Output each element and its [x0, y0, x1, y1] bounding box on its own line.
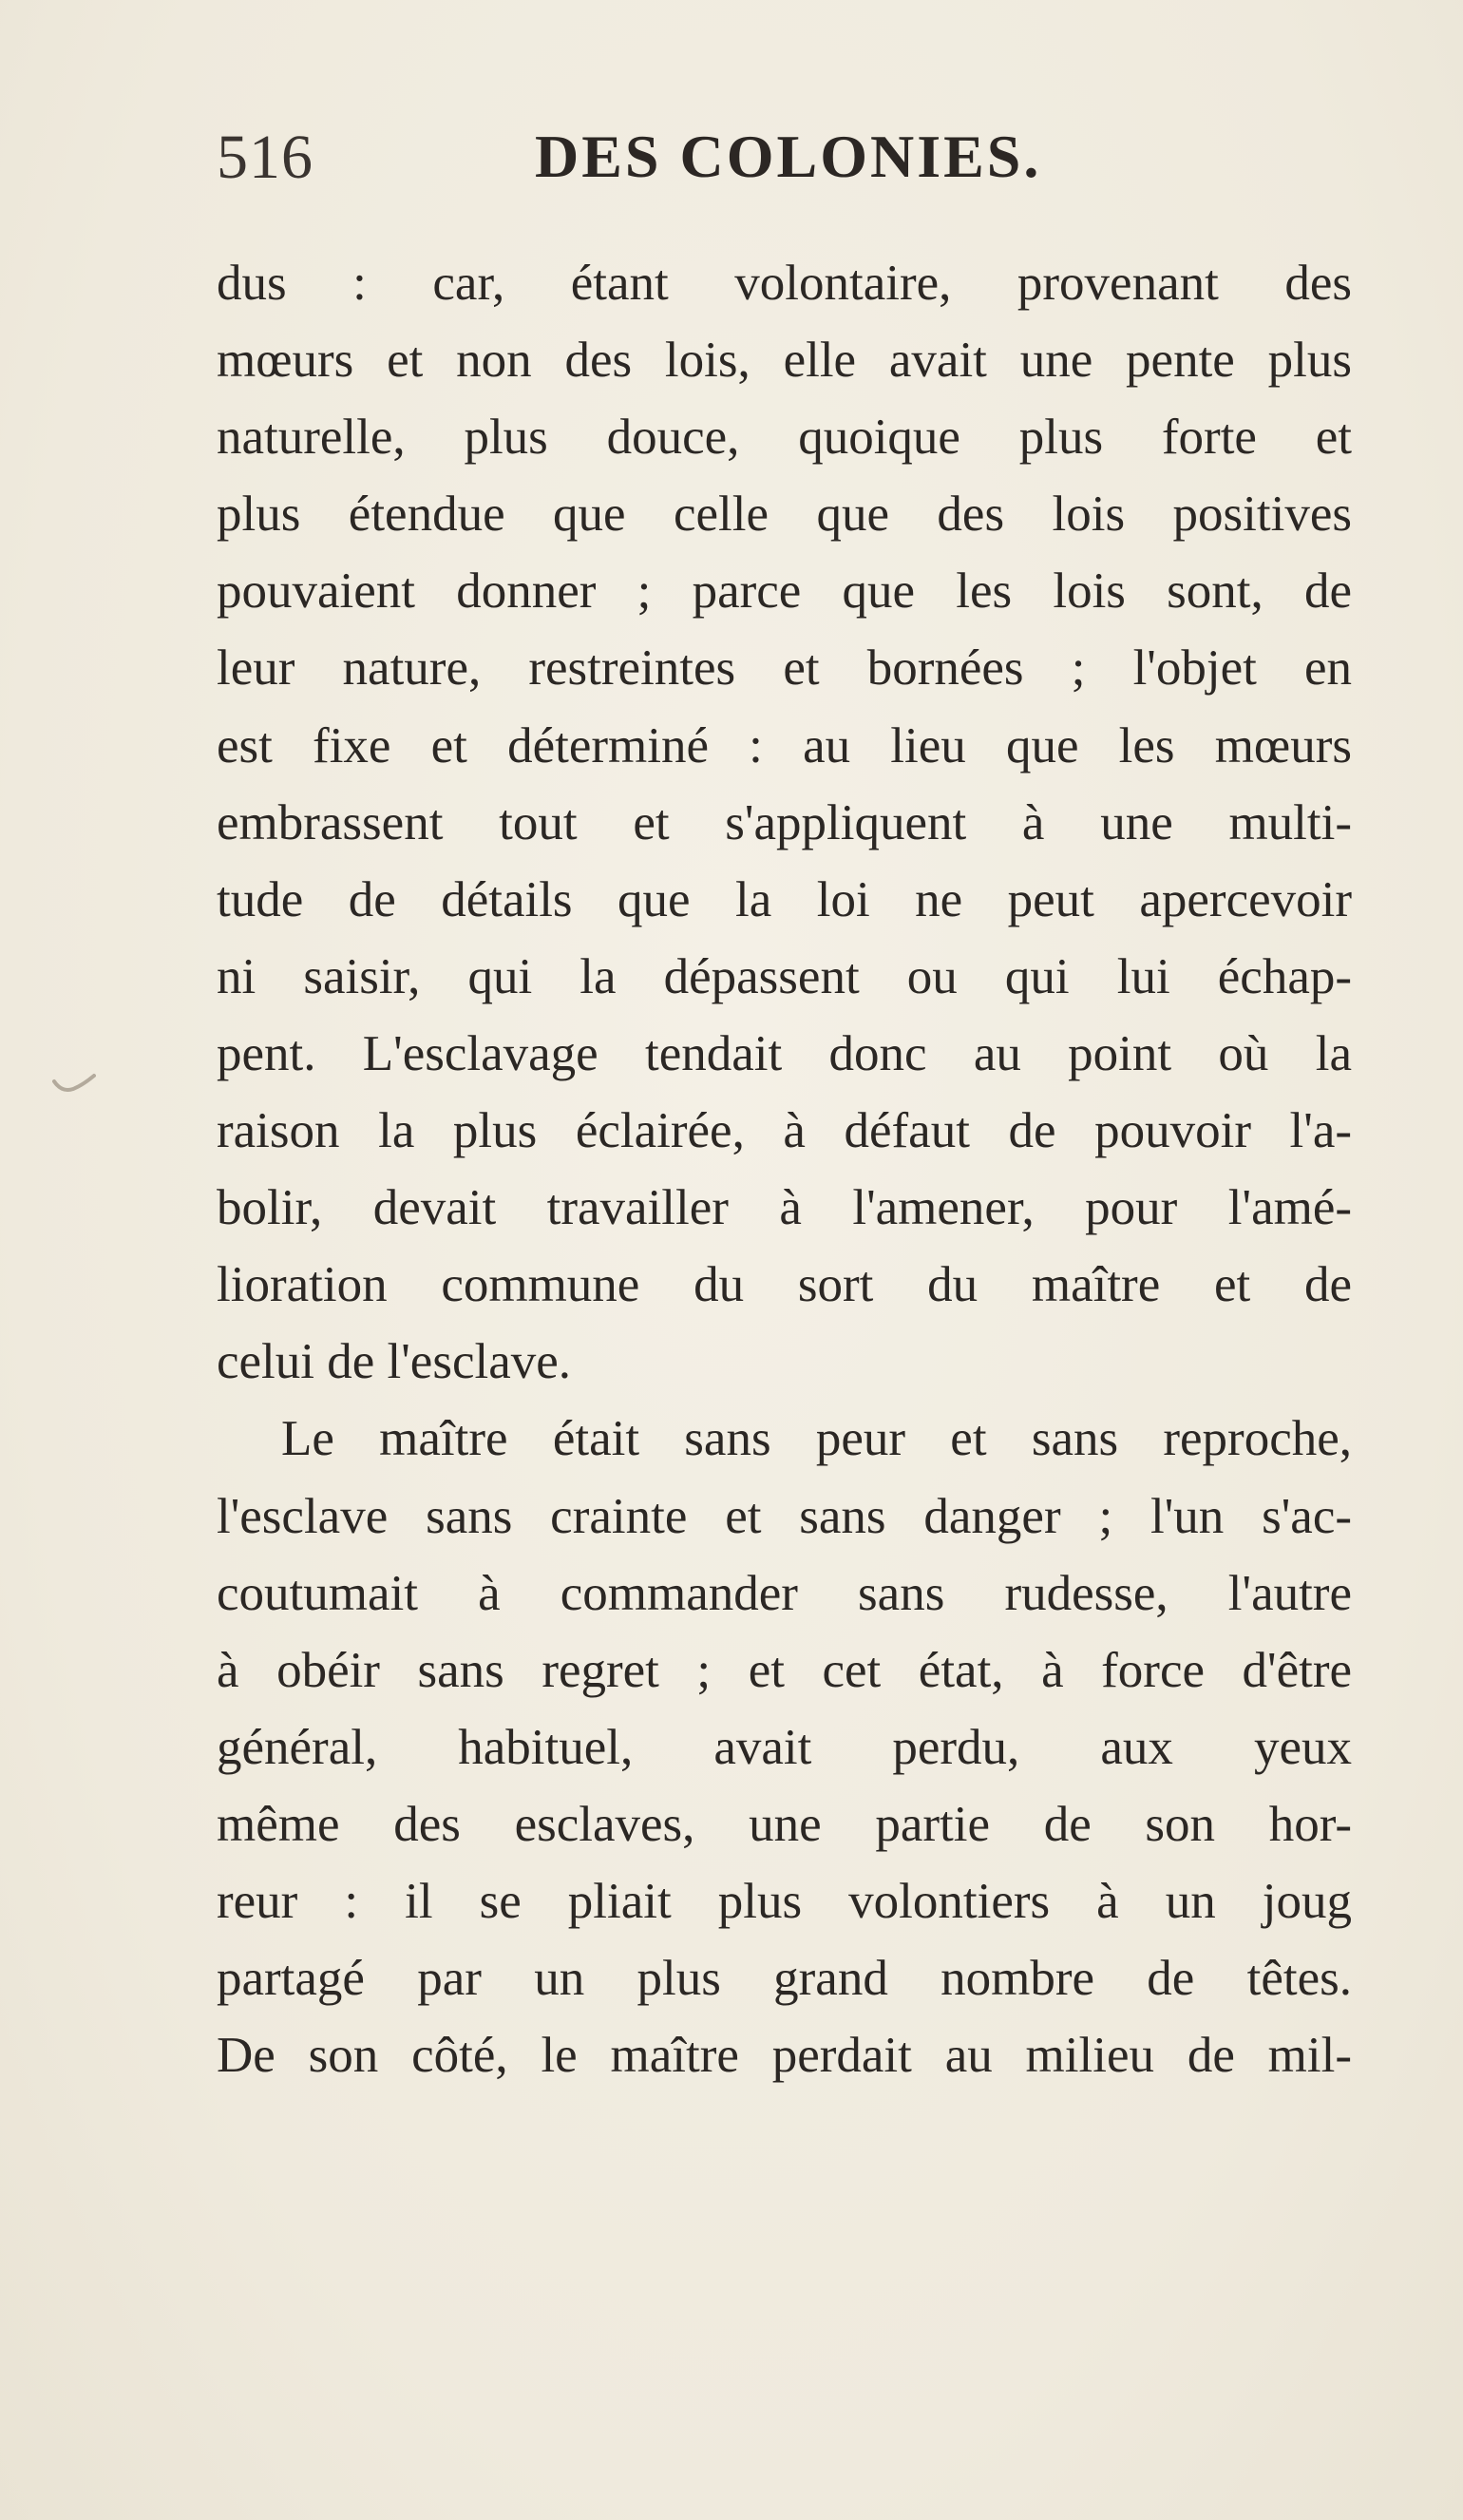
text-line: coutumait à commander sans rudesse, l'autre: [217, 1565, 1352, 1621]
running-head: DES COLONIES.: [535, 123, 1042, 190]
text-line: l'esclave sans crainte et sans danger ; l'un s'ac-: [217, 1488, 1352, 1544]
text-line: naturelle, plus douce, quoique plus forte et: [217, 410, 1352, 466]
text-line: général, habituel, avait perdu, aux yeux: [217, 1719, 1352, 1775]
text-line: raison la plus éclairée, à défaut de pouvoir l'a-: [217, 1103, 1352, 1159]
text-line: pent. L'esclavage tendait donc au point où la: [217, 1025, 1352, 1081]
text-line: De son côté, le maître perdait au milieu de mil-: [217, 2028, 1352, 2084]
text-line: leur nature, restreintes et bornées ; l'objet en: [217, 640, 1352, 697]
text-line: embrassent tout et s'appliquent à une multi-: [217, 794, 1352, 850]
text-line: est fixe et déterminé : au lieu que les mœurs: [217, 717, 1352, 773]
page-header: [217, 122, 1309, 198]
text-line: même des esclaves, une partie de son hor-: [217, 1796, 1352, 1852]
text-line: pouvaient donner ; parce que les lois sont, de: [217, 563, 1352, 620]
text-line: dus : car, étant volontaire, provenant des: [217, 256, 1352, 311]
text-line: reur : il se pliait plus volontiers à un joug: [217, 1873, 1352, 1929]
text-line: partagé par un plus grand nombre de têtes.: [217, 1951, 1352, 2007]
text-line: lioration commune du sort du maître et de: [217, 1257, 1352, 1313]
text-line: plus étendue que celle que des lois positives: [217, 487, 1352, 543]
text-line: tude de détails que la loi ne peut apercevoir: [217, 871, 1352, 927]
body-text: [217, 245, 1352, 2094]
margin-ink-mark: [52, 1072, 96, 1097]
text-line: bolir, devait travailler à l'amener, pour l'amé-: [217, 1180, 1352, 1236]
page-number: 516: [217, 123, 314, 192]
paragraph-end-line: celui de l'esclave.: [217, 1334, 571, 1390]
text-line: mœurs et non des lois, elle avait une pente plus: [217, 333, 1352, 389]
paragraph-start-line: Le maître était sans peur et sans reproche,: [281, 1411, 1352, 1467]
text-line: ni saisir, qui la dépassent ou qui lui échap-: [217, 948, 1352, 1004]
text-line: à obéir sans regret ; et cet état, à force d'être: [217, 1642, 1352, 1698]
